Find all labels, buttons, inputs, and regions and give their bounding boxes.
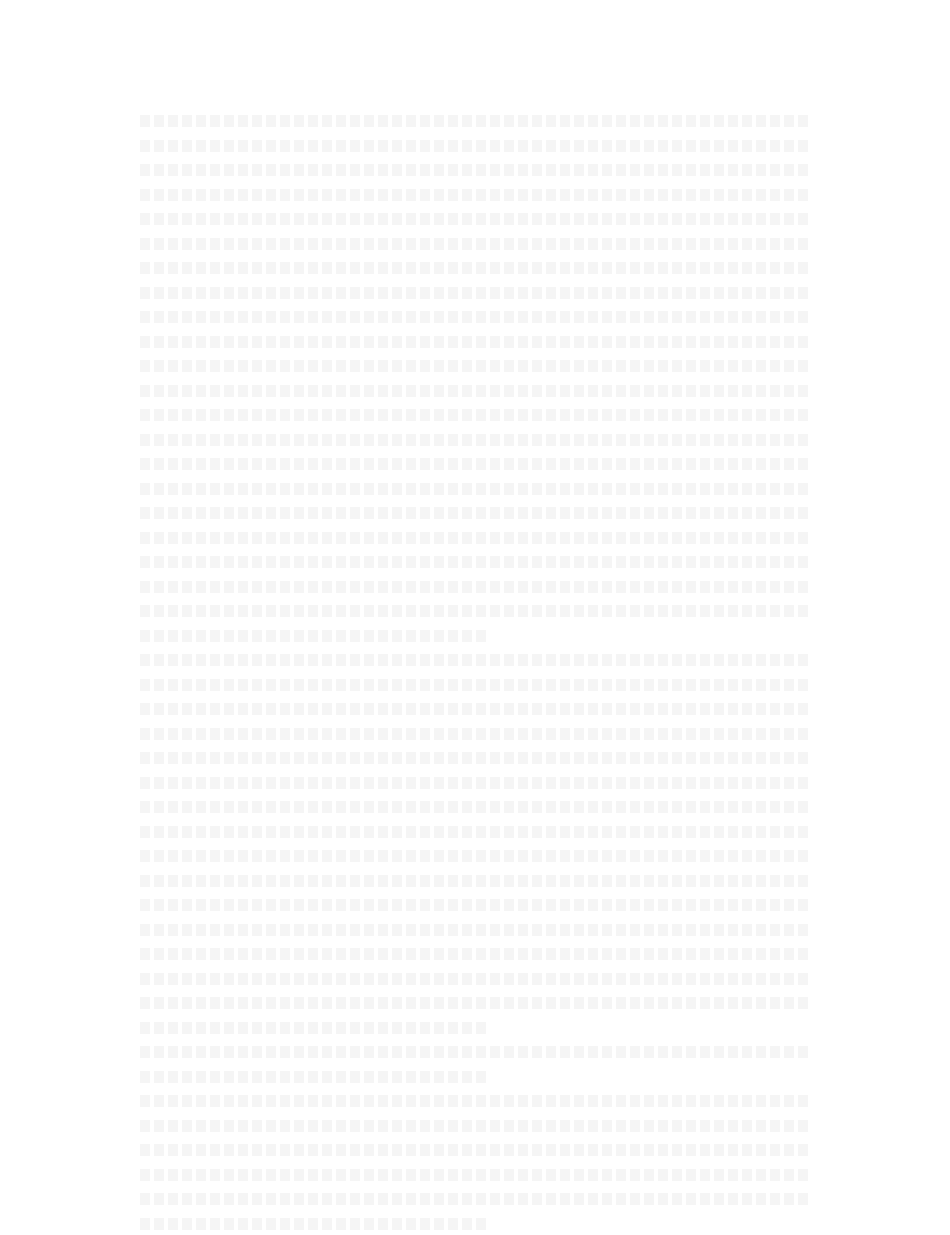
text-line [140,133,812,158]
text-line [140,1137,812,1162]
text-line [140,231,812,256]
text-line [140,1015,489,1040]
text-line [140,647,812,672]
text-line [140,304,812,329]
text-line [140,1113,812,1138]
paragraph [140,647,812,1039]
text-line [140,378,812,403]
text-line [140,990,812,1015]
text-line [140,157,812,182]
text-line [140,1162,812,1187]
text-line [140,819,812,844]
text-line [140,892,812,917]
text-line [140,745,812,770]
text-line [140,525,812,550]
text-line [140,696,812,721]
text-line [140,549,812,574]
text-line [140,868,812,893]
text-line [140,1088,812,1113]
text-line [140,255,812,280]
text-line [140,1211,489,1235]
text-line [140,402,812,427]
text-line [140,794,812,819]
text-line [140,108,812,133]
text-line [140,353,812,378]
text-line [140,206,812,231]
text-line [140,182,812,207]
text-line [140,329,812,354]
text-line [140,941,812,966]
text-line [140,427,812,452]
text-line [140,476,812,501]
text-line [140,598,812,623]
text-line [140,1064,489,1089]
text-line [140,451,812,476]
text-line [140,280,812,305]
text-line [140,672,812,697]
text-line [140,770,812,795]
text-block [140,108,812,1212]
text-line [140,843,812,868]
text-line [140,574,812,599]
paragraph [140,108,812,647]
text-line [140,721,812,746]
text-line [140,1039,812,1064]
text-line [140,966,812,991]
paragraph [140,1039,812,1088]
text-line [140,917,812,942]
text-line [140,500,812,525]
text-line [140,623,489,648]
paragraph [140,1088,812,1235]
text-line [140,1186,812,1211]
